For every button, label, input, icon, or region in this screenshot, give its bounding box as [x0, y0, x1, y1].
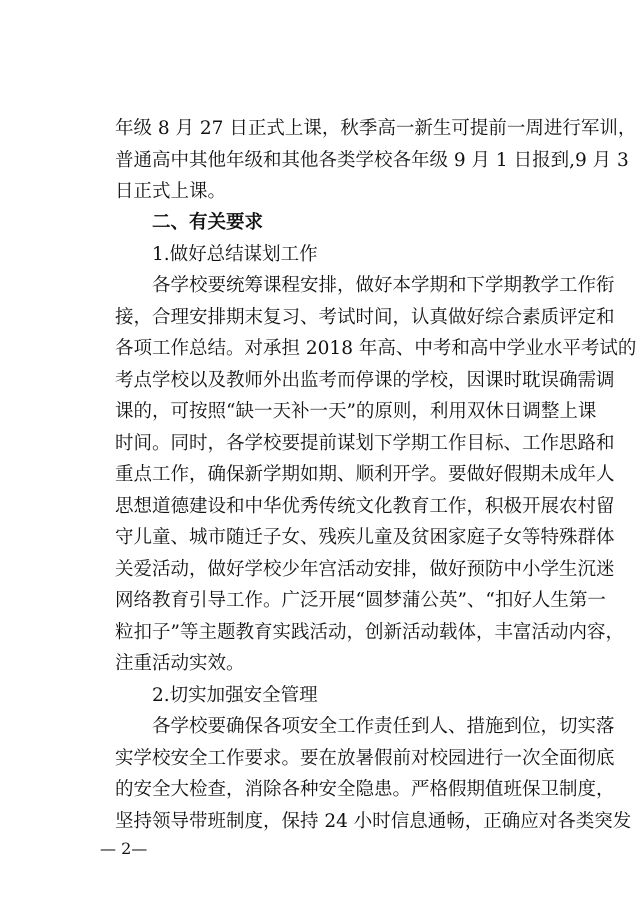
text-line: 关爱活动，做好学校少年宫活动安排，做好预防中小学生沉迷	[115, 559, 615, 580]
text-line: 重点工作，确保新学期如期、顺利开学。要做好假期未成年人	[115, 464, 615, 485]
text-line: 各学校要确保各项安全工作责任到人、措施到位，切实落	[152, 716, 615, 737]
text-line: 实学校安全工作要求。要在放暑假前对校园进行一次全面彻底	[115, 748, 615, 769]
text-line: 思想道德建设和中华优秀传统文化教育工作，积极开展农村留	[115, 496, 615, 517]
text-line: 普通高中其他年级和其他各类学校各年级 9 月 1 日报到,9 月 3	[115, 150, 629, 171]
text-line: 注重活动实效。	[115, 653, 245, 674]
text-line: 各学校要统筹课程安排，做好本学期和下学期教学工作衔	[152, 275, 615, 296]
text-line: 考点学校以及教师外出监考而停课的学校，因课时耽误确需调	[115, 370, 615, 391]
text-line: 坚持领导带班制度，保持 24 小时信息通畅，正确应对各类突发	[115, 811, 632, 832]
text-line: 守儿童、城市随迁子女、残疾儿童及贫困家庭子女等特殊群体	[115, 527, 615, 548]
text-line: 日正式上课。	[115, 181, 227, 202]
text-line: 年级 8 月 27 日正式上课，秋季高一新生可提前一周进行军训，	[115, 118, 637, 139]
text-line: 网络教育引导工作。广泛开展“圆梦蒲公英”、“扣好人生第一	[115, 590, 606, 611]
text-line: 时间。同时，各学校要提前谋划下学期工作目标、工作思路和	[115, 433, 615, 454]
text-line: 课的，可按照“缺一天补一天”的原则，利用双休日调整上课	[115, 401, 597, 422]
text-line: 粒扣子”等主题教育实践活动，创新活动载体，丰富活动内容，	[115, 622, 624, 643]
subsection-title: 1.做好总结谋划工作	[152, 244, 318, 265]
text-line: 接，合理安排期末复习、考试时间，认真做好综合素质评定和	[115, 307, 615, 328]
text-line: 的安全大检查，消除各种安全隐患。严格假期值班保卫制度，	[115, 779, 615, 800]
page-number: — 2—	[100, 839, 148, 858]
subsection-title: 2.切实加强安全管理	[152, 685, 318, 706]
text-line: 各项工作总结。对承担 2018 年高、中考和高中学业水平考试的	[115, 338, 637, 359]
section-heading: 二、有关要求	[152, 212, 264, 233]
